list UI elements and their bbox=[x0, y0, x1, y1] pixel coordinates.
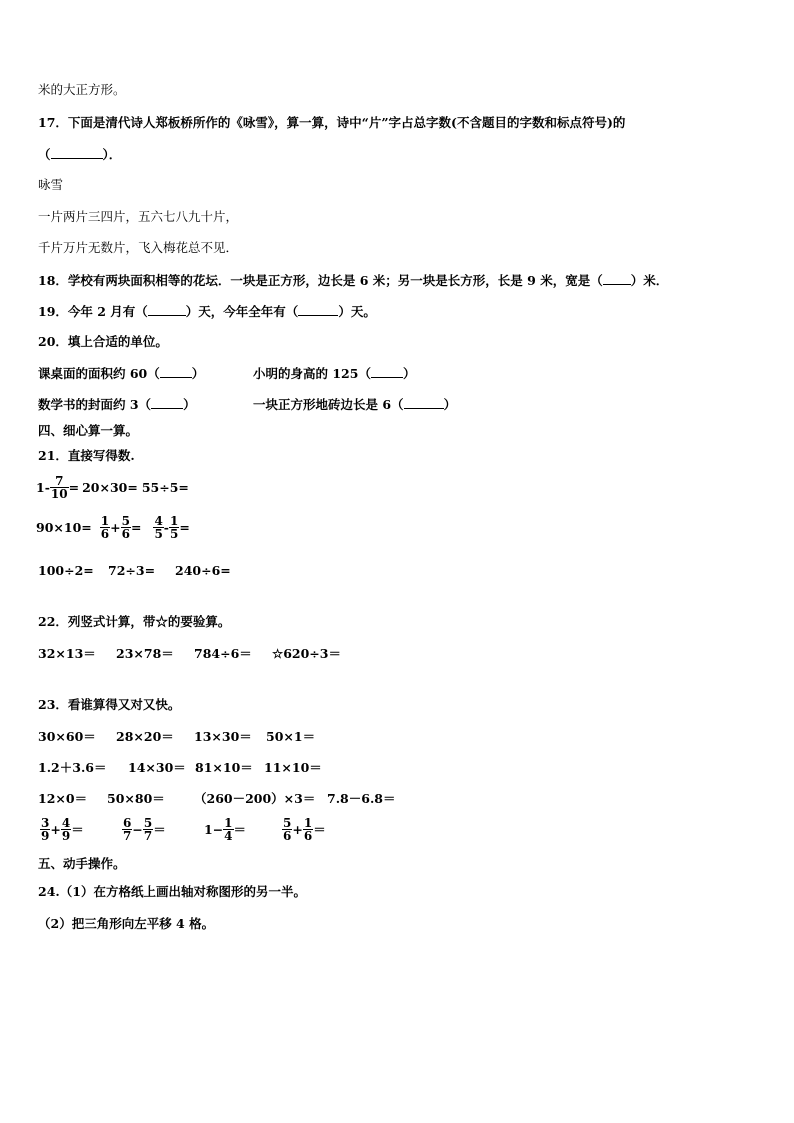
denominator: 9 bbox=[61, 829, 71, 843]
blank-close: ） bbox=[443, 397, 457, 412]
question-24-part-1: 24.（1）在方格纸上画出轴对称图形的另一半。 bbox=[38, 884, 306, 899]
blank-open: （ bbox=[38, 147, 51, 162]
fraction bbox=[40, 817, 50, 842]
q21-r2-b bbox=[100, 515, 142, 540]
fraction bbox=[122, 817, 132, 842]
q21-row-2 bbox=[36, 515, 190, 540]
answer-blank[interactable] bbox=[160, 365, 192, 378]
poem-line-1: 一片两片三四片，五六七八九十片， bbox=[38, 209, 239, 224]
numerator: 1 bbox=[100, 514, 110, 528]
q20-b1: 数学书的封面约 3（ bbox=[38, 397, 152, 412]
question-18 bbox=[38, 272, 668, 289]
q23-row-1 bbox=[38, 729, 315, 745]
fraction bbox=[303, 817, 313, 842]
q23-r1-1: 30×60＝ bbox=[38, 729, 96, 744]
q21-r1-c: 55÷5= bbox=[141, 479, 189, 495]
fraction bbox=[100, 515, 110, 540]
denominator: 10 bbox=[50, 487, 68, 501]
q20-a1: 课桌面的面积约 60（ bbox=[38, 366, 160, 381]
answer-blank[interactable] bbox=[151, 396, 183, 409]
q21-r2-a: 90×10= bbox=[36, 519, 92, 535]
q22-item-3: 784÷6＝ bbox=[194, 646, 252, 661]
numerator: 4 bbox=[154, 514, 163, 528]
answer-blank[interactable] bbox=[603, 272, 631, 285]
q23-r1-4: 50×1＝ bbox=[266, 729, 316, 744]
denominator: 5 bbox=[170, 527, 179, 541]
fraction bbox=[61, 817, 71, 842]
denominator: 9 bbox=[41, 829, 50, 843]
numerator: 7 bbox=[55, 474, 64, 488]
question-19 bbox=[38, 303, 376, 320]
q19-part1: 19．今年 2 月有（ bbox=[38, 304, 148, 319]
q23-r3-1: 12×0＝ bbox=[38, 791, 88, 806]
question-20-row-1 bbox=[38, 365, 415, 382]
question-20-row-2 bbox=[38, 396, 456, 413]
q22-item-1: 32×13＝ bbox=[38, 646, 96, 661]
q22-item-4: ☆620÷3＝ bbox=[272, 646, 341, 661]
numerator: 1 bbox=[224, 816, 233, 830]
fraction bbox=[223, 817, 233, 842]
numerator: 6 bbox=[123, 816, 132, 830]
q23-f1 bbox=[40, 817, 122, 842]
q23-r3-4: 7.8－6.8＝ bbox=[327, 791, 396, 806]
question-18-suffix: ）米． bbox=[630, 273, 669, 288]
answer-blank[interactable] bbox=[371, 365, 403, 378]
q20-b2: 一块正方形地砖边长是 6（ bbox=[253, 397, 404, 412]
blank-close: ） bbox=[402, 366, 416, 381]
operator: + bbox=[292, 821, 303, 837]
answer-blank[interactable] bbox=[404, 396, 444, 409]
numerator: 5 bbox=[283, 816, 292, 830]
q23-row-2 bbox=[38, 760, 322, 776]
q21-r3-b: 72÷3= bbox=[108, 563, 156, 578]
numerator: 5 bbox=[143, 816, 153, 830]
question-17: 17．下面是清代诗人郑板桥所作的《咏雪》，算一算，诗中“片”字占总字数(不含题目的字数和标点符号)的 bbox=[38, 115, 626, 130]
denominator: 7 bbox=[143, 829, 153, 843]
fraction bbox=[169, 515, 179, 540]
q21-r1-a bbox=[36, 475, 79, 500]
q20-a2: 小明的身高的 125（ bbox=[253, 366, 371, 381]
denominator: 6 bbox=[121, 527, 130, 541]
question-23-title: 23．看谁算得又对又快。 bbox=[38, 697, 181, 712]
text: 1− bbox=[204, 821, 224, 837]
section-4-heading: 四、细心算一算。 bbox=[38, 423, 139, 438]
equals: = bbox=[68, 479, 80, 495]
q21-r3-a: 100÷2= bbox=[38, 563, 94, 578]
question-24-part-2: （2）把三角形向左平移 4 格。 bbox=[38, 916, 215, 931]
q23-row-4 bbox=[40, 817, 326, 842]
question-21-title: 21．直接写得数. bbox=[38, 448, 135, 463]
q23-r2-2: 14×30＝ bbox=[128, 760, 186, 775]
continuation-line: 米的大正方形。 bbox=[38, 82, 126, 97]
q22-item-2: 23×78＝ bbox=[116, 646, 174, 661]
operator: + bbox=[110, 519, 121, 535]
q21-r1-b: 20×30= bbox=[82, 479, 138, 495]
section-5-heading: 五、动手操作。 bbox=[38, 856, 126, 871]
equals: ＝ bbox=[233, 821, 247, 837]
fraction bbox=[143, 817, 153, 842]
operator: + bbox=[50, 821, 61, 837]
q23-r2-1: 1.2＋3.6＝ bbox=[38, 760, 107, 775]
equals: ＝ bbox=[313, 821, 326, 837]
equals: = bbox=[130, 519, 142, 535]
fraction bbox=[153, 515, 163, 540]
q23-r3-2: 50×80＝ bbox=[107, 791, 165, 806]
q21-r3-c: 240÷6= bbox=[175, 563, 231, 578]
text: 1- bbox=[36, 479, 50, 495]
operator: - bbox=[163, 519, 169, 535]
numerator: 4 bbox=[61, 816, 71, 830]
q22-items bbox=[38, 646, 341, 662]
poem-line-2: 千片万片无数片，飞入梅花总不见． bbox=[38, 240, 239, 255]
q23-r1-3: 13×30＝ bbox=[194, 729, 252, 744]
q23-row-3 bbox=[38, 791, 396, 807]
blank-close: ） bbox=[183, 397, 196, 412]
q21-r2-c bbox=[153, 515, 189, 540]
answer-blank[interactable] bbox=[298, 303, 338, 316]
numerator: 5 bbox=[121, 514, 130, 528]
answer-blank[interactable] bbox=[51, 146, 103, 159]
q23-r2-3: 81×10＝ bbox=[195, 760, 253, 775]
blank-close: ） bbox=[191, 366, 205, 381]
q23-f3 bbox=[204, 817, 282, 842]
question-20-title: 20．填上合适的单位。 bbox=[38, 334, 168, 349]
denominator: 5 bbox=[154, 527, 163, 541]
q23-r1-2: 28×20＝ bbox=[116, 729, 174, 744]
fraction bbox=[50, 475, 69, 500]
operator: − bbox=[132, 821, 143, 837]
equals: ＝ bbox=[153, 821, 166, 837]
denominator: 6 bbox=[283, 829, 292, 843]
q23-r3-3: （260－200）×3＝ bbox=[194, 791, 316, 806]
q19-part2: ）天，今年全年有（ bbox=[185, 304, 299, 319]
q23-f2 bbox=[122, 817, 204, 842]
q21-row-1 bbox=[36, 475, 189, 500]
q23-r2-4: 11×10＝ bbox=[264, 760, 322, 775]
fraction bbox=[282, 817, 292, 842]
denominator: 6 bbox=[100, 527, 110, 541]
equals: = bbox=[179, 519, 190, 535]
denominator: 6 bbox=[303, 829, 313, 843]
answer-blank[interactable] bbox=[148, 303, 186, 316]
numerator: 1 bbox=[303, 816, 313, 830]
denominator: 7 bbox=[123, 829, 132, 843]
numerator: 3 bbox=[41, 816, 50, 830]
denominator: 4 bbox=[224, 829, 233, 843]
fraction bbox=[121, 515, 131, 540]
question-17-blank bbox=[38, 146, 121, 163]
q19-part3: ）天。 bbox=[338, 304, 376, 319]
q21-row-3 bbox=[38, 563, 231, 579]
equals: ＝ bbox=[71, 821, 84, 837]
q23-f4 bbox=[282, 817, 326, 842]
question-22-title: 22．列竖式计算，带☆的要验算。 bbox=[38, 614, 231, 629]
poem-title: 咏雪 bbox=[38, 177, 64, 192]
numerator: 1 bbox=[170, 514, 179, 528]
question-18-text: 18．学校有两块面积相等的花坛．一块是正方形，边长是 6 米；另一块是长方形，长是 9 米，宽是（ bbox=[38, 273, 603, 288]
blank-close: ）． bbox=[102, 147, 122, 162]
